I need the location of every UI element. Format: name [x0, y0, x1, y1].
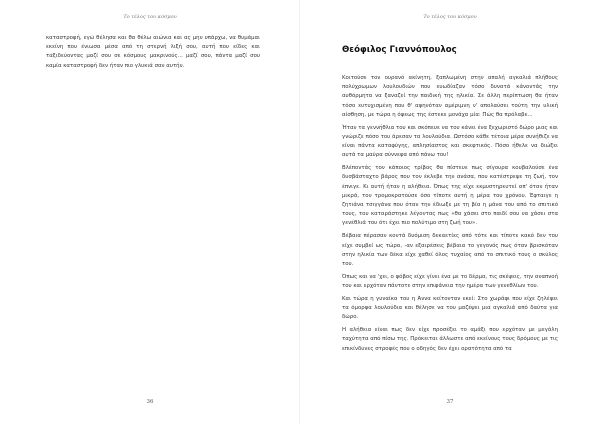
body-text — [342, 74, 558, 358]
page-number: 37 — [446, 399, 454, 405]
body-text: καταστροφή, εγώ θέλησα και θα θέλω αιώνια και ας μην υπάρχω, να θυμάμαι εκείνη που ένιωσα μέσα από τη στερνή λιξή σου, αυτή που είδες και ταξιδεύοντας μαζί σου σε κόσμους μακρινούς... μαζί σου, πάντα μαζί σου καμία καταστροφή δεν ήταν πιο γλυκιά σαν αυτήν. — [46, 35, 260, 69]
chapter-title: Θεόφιλος Γιαννόπουλος — [342, 45, 457, 55]
paragraph: Ήταν τα γεννήθλια του και σκόπευε να του κάνει ένα ξεχωριστό δώρο μιας και γνώριζε πόσο του άρεσαν τα λουλούδια. Ωστόσο κάθε τέτοια μέρα συνήθιζε να είναι πάντα καταφύγης, απλησίαστος και σκεφτικός. Πόσο ήθελε να διώξει αυτά τα μαύρα σύννεφα από πάνω του! — [342, 124, 558, 159]
paragraph: Η αλήθεια είναι πως δεν είχε προσέξει το αμάξι που ερχόταν με μεγάλη ταχύτητα από πίσω της. Πρόκειται άλλωστε από εκείνους τους δρόμους με τις επικίνδυνες στροφές που ο οδηγός δεν έχει ορατότητα από τα — [342, 327, 558, 352]
right-page — [300, 0, 600, 424]
paragraph: Βέβαια πέρασαν κοντά δυόμιση δεκαετίες από τότε και τίποτε κακό δεν του είχε συμβεί ως τώρα, -αν εξαιρέσεις βέβαια το γεγονός πως όταν βρισκόταν στην ηλικία των δέκα είχε χαθεί όλος τυχαίος από το σπιτικό τους ο σκύλος του. — [342, 233, 558, 267]
running-header: Το τέλος του κόσμου — [423, 14, 477, 20]
running-header: Το τέλος του κόσμου — [123, 14, 177, 20]
paragraph: Και τώρα η γυναίκα του η Άννα κείτονταν εκεί: Στο χωράφι που είχε ζηλέψει τα όμορφα λουλούδια και θέλησε να του μαζέψει μια αγκαλιά από δαύτα για δώρο. — [342, 295, 558, 321]
page-number: 36 — [146, 399, 154, 405]
paragraph: Κοιτούσε τον ουρανό ακίνητη, ξαπλωμένη στην απαλή αγκαλιά πλήθους πολύχρωμων λουλουδιών που ευωδίαζαν τόσο δυνατά κάνοντάς την αυθόρμητα να ξαναζεί την παιδική της ηλικία. Σε άλλη περίπτωση θα ήταν τόσο ευτυχισμένη που θ' αφηνόταν αμέριμνη ν' απολαύσει τούτη την υλική αίσθηση, με τώρα η όψεως της έστεκε μονάχα μία: Πώς θα πρόλαβε... — [342, 75, 558, 118]
paragraph: Βλέποντάς τον κάποιος τρίβος θα πίστευε πως σίγουρα κουβαλούσε ένα δυσβάσταχτο βάρος που τον έκλεβε την ανάσα, που κατέστρεψε τη ζωή, τον έπνιγε. Κι αυτή ήταν η αλήθεια. Όπως της είχε εκμυστηρευτεί απ' όταν ήταν μικρά, τον τρομοκρατούσε όσο τίποτε αυτή η μέρα του χρόνου. Έφταιγε η ζητιάνα τσιγγάνα που όταν την έδιωξε με τη βία η μάνα του από το σπιτικό τους, του καταράστηκε λέγοντας πως «θα χάσει στο παιδί σου να χάσει στα γενέθλιά του ότι έχει πιο πολύτιμο στη ζωή του». — [342, 165, 558, 227]
paragraph: Όπως και να 'χει, ο φόβος είχε γίνει ένα με το δέρμα, τις σκέψεις, την αναπνοή του και ερχόταν πάντοτε στην επιφάνεια την ημέρα των γενεθλίων του. — [342, 273, 558, 290]
